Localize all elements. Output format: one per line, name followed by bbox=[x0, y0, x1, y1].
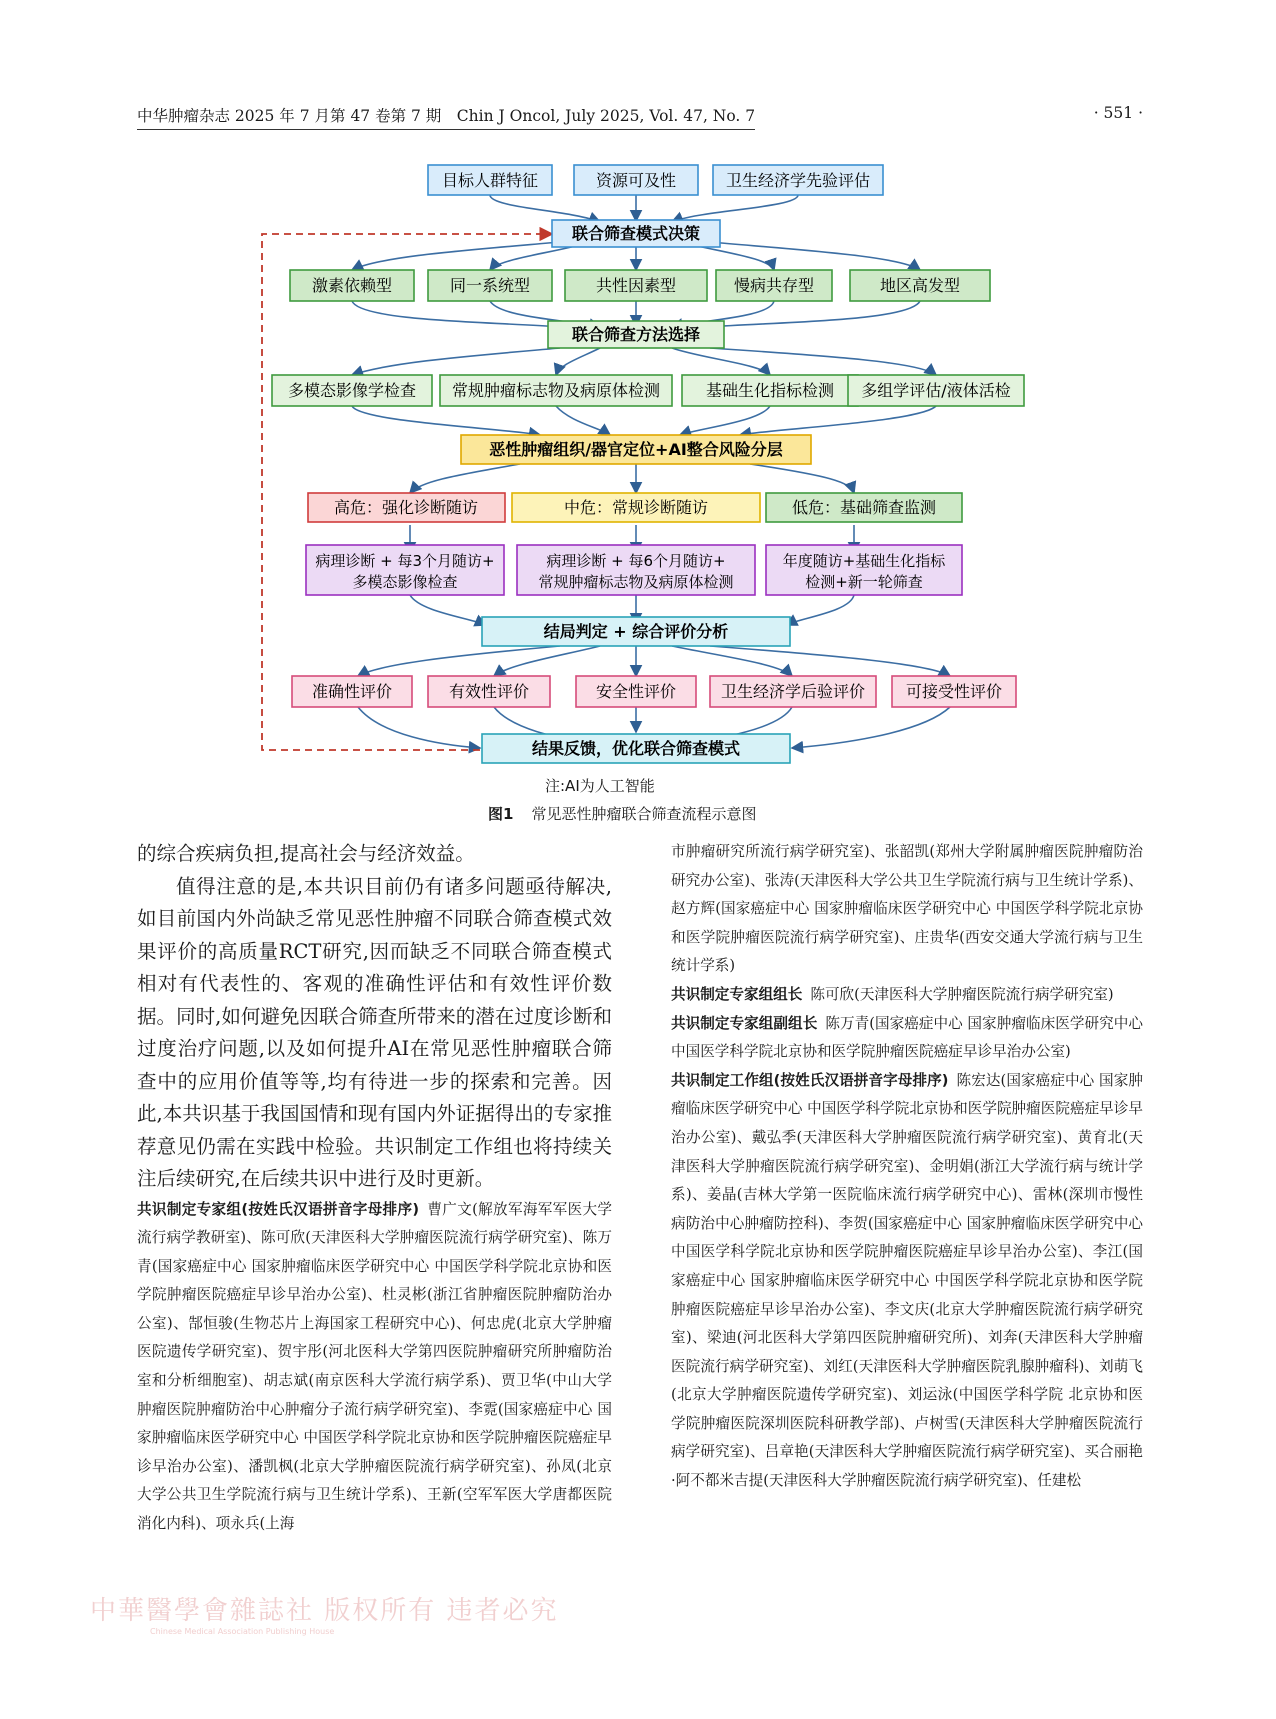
svg-text:地区高发型: 地区高发型 bbox=[879, 276, 961, 295]
feedback-box bbox=[482, 734, 790, 763]
svg-text:恶性肿瘤组织/器官定位+AI整合风险分层: 恶性肿瘤组织/器官定位+AI整合风险分层 bbox=[489, 440, 783, 459]
outcome-box bbox=[482, 617, 790, 646]
medium-risk-box bbox=[512, 493, 760, 522]
svg-text:卫生经济学先验评估: 卫生经济学先验评估 bbox=[725, 171, 871, 190]
svg-text:有效性评价: 有效性评价 bbox=[448, 682, 530, 701]
svg-text:目标人群特征: 目标人群特征 bbox=[441, 171, 539, 190]
low-risk-box bbox=[766, 493, 962, 522]
screening-type-box bbox=[290, 270, 414, 301]
svg-text:安全性评价: 安全性评价 bbox=[595, 682, 677, 701]
expert-list: 曹广文(解放军海军军医大学流行病学教研室)、陈可欣(天津医科大学肿瘤医院流行病学研究室)、陈万青(国家癌症中心 国家肿瘤临床医学研究中心 中国医学科学院北京协和医学院肿瘤医院癌症早诊早治办公室)、杜灵彬(浙江省肿瘤医院肿瘤防治办公室)、郜恒骏(生物芯片上海国家工程研究中心)、何忠虎(北京大学肿瘤医院遗传学研究室)、贺宇彤(河北医科大学第四医院肿瘤研究所肿瘤防治室和分析细胞室)、胡志斌(南京医科大学流行病学系)、贾卫华(中山大学肿瘤医院肿瘤防治中心肿瘤分子流行病学研究室)、李霓(国家癌症中心 国家肿瘤临床医学研究中心 中国医学科学院北京协和医学院肿瘤医院癌症早诊早治办公室)、潘凯枫(北京大学肿瘤医院流行病学研究室)、孙凤(北京大学公共卫生学院流行病与卫生统计学系)、王新(空军军医大学唐都医院消化内科)、项永兵(上海 bbox=[137, 1200, 613, 1533]
evaluation-box bbox=[428, 676, 550, 707]
journal-citation: 中华肿瘤杂志 2025 年 7 月第 47 卷第 7 期 Chin J Oncol, July 2025, Vol. 47, No. 7 bbox=[137, 104, 755, 130]
screening-type-box bbox=[716, 270, 832, 301]
medium-risk-action-box bbox=[517, 545, 755, 595]
screening-type-box bbox=[850, 270, 990, 301]
leader-name: 陈可欣(天津医科大学肿瘤医院流行病学研究室) bbox=[810, 985, 1114, 1003]
screening-type-box bbox=[565, 270, 707, 301]
svg-text:基础生化指标检测: 基础生化指标检测 bbox=[705, 381, 835, 400]
figure-title: 常见恶性肿瘤联合筛查流程示意图 bbox=[531, 805, 757, 823]
low-risk-action-box bbox=[766, 545, 962, 595]
method-box bbox=[440, 375, 672, 406]
high-risk-action-box bbox=[306, 545, 504, 595]
section-label: 共识制定工作组(按姓氏汉语拼音字母排序) bbox=[671, 1071, 949, 1089]
svg-text:年度随访+基础生化指标: 年度随访+基础生化指标 bbox=[782, 552, 946, 570]
svg-text:慢病共存型: 慢病共存型 bbox=[733, 276, 815, 295]
screening-type-box bbox=[428, 270, 552, 301]
publisher-watermark bbox=[90, 1590, 559, 1636]
section-label: 共识制定专家组(按姓氏汉语拼音字母排序) bbox=[137, 1200, 420, 1218]
top-input-box bbox=[428, 165, 552, 195]
page-number: · 551 · bbox=[1093, 104, 1143, 122]
svg-text:可接受性评价: 可接受性评价 bbox=[905, 682, 1003, 701]
svg-text:准确性评价: 准确性评价 bbox=[311, 682, 393, 701]
deputy-name: 陈万青(国家癌症中心 国家肿瘤临床医学研究中心 中国医学科学院北京协和医学院肿瘤医院癌症早诊早治办公室) bbox=[671, 1014, 1143, 1061]
watermark-subtext: Chinese Medical Association Publishing House bbox=[150, 1627, 335, 1636]
method-box bbox=[272, 375, 432, 406]
svg-text:高危：强化诊断随访: 高危：强化诊断随访 bbox=[333, 498, 479, 517]
flowchart-figure bbox=[0, 0, 1276, 800]
paragraph: 的综合疾病负担,提高社会与经济效益。 bbox=[137, 842, 475, 865]
svg-text:低危：基础筛查监测: 低危：基础筛查监测 bbox=[791, 498, 937, 517]
evaluation-box bbox=[892, 676, 1016, 707]
working-group-list: 陈宏达(国家癌症中心 国家肿瘤临床医学研究中心 中国医学科学院北京协和医学院肿瘤医院癌症早诊早治办公室)、戴弘季(天津医科大学肿瘤医院流行病学研究室)、黄育北(天津医科大学肿瘤医院流行病学研究室)、金明娟(浙江大学流行病与统计学系)、姜晶(吉林大学第一医院临床流行病学研究中心)、雷林(深圳市慢性病防治中心肿瘤防控科)、李贺(国家癌症中心 国家肿瘤临床医学研究中心 中国医学科学院北京协和医学院肿瘤医院癌症早诊早治办公室)、李江(国家癌症中心 国家肿瘤临床医学研究中心 中国医学科学院北京协和医学院肿瘤医院癌症早诊早治办公室)、李文庆(北京大学肿瘤医院流行病学研究室)、梁迪(河北医科大学第四医院肿瘤研究所)、刘奔(天津医科大学肿瘤医院流行病学研究室)、刘红(天津医科大学肿瘤医院乳腺肿瘤科)、刘萌飞(北京大学肿瘤医院遗传学研究室)、刘运泳(中国医学科学院 北京协和医学院肿瘤医院深圳医院科研教学部)、卢树雪(天津医科大学肿瘤医院流行病学研究室)、吕章艳(天津医科大学肿瘤医院流行病学研究室)、买合丽艳·阿不都米吉提(天津医科大学肿瘤医院流行病学研究室)、任建松 bbox=[671, 1071, 1143, 1490]
svg-text:卫生经济学后验评价: 卫生经济学后验评价 bbox=[720, 682, 866, 701]
working-group-paragraph bbox=[671, 1067, 1143, 1496]
method-box bbox=[682, 375, 858, 406]
svg-text:联合筛查模式决策: 联合筛查模式决策 bbox=[571, 224, 701, 243]
svg-text:资源可及性: 资源可及性 bbox=[595, 171, 677, 190]
section-label: 共识制定专家组组长 bbox=[671, 985, 803, 1003]
top-input-box bbox=[713, 165, 883, 195]
expert-group-paragraph bbox=[137, 1196, 612, 1539]
section-label: 共识制定专家组副组长 bbox=[671, 1014, 818, 1032]
svg-text:多模态影像学检查: 多模态影像学检查 bbox=[287, 381, 417, 400]
left-column bbox=[137, 838, 612, 1539]
svg-text:中危：常规诊断随访: 中危：常规诊断随访 bbox=[563, 498, 709, 517]
paragraph: 值得注意的是,本共识目前仍有诸多问题亟待解决,如目前国内外尚缺乏常见恶性肿瘤不同联合筛查模式效果评价的高质量RCT研究,因而缺乏不同联合筛查模式相对有代表性的、客观的准确性评估和有效性评价数据。同时,如何避免因联合筛查所带来的潜在过度诊断和过度治疗问题,以及如何提升AI在常见恶性肿瘤联合筛查中的应用价值等等,均有待进一步的探索和完善。因此,本共识基于我国国情和现有国内外证据得出的专家推荐意见仍需在实践中检验。共识制定工作组也将持续关注后续研究,在后续共识中进行及时更新。 bbox=[137, 874, 612, 1190]
risk-stratification-box bbox=[461, 435, 811, 464]
method-selection-box bbox=[548, 321, 724, 348]
evaluation-box bbox=[576, 676, 696, 707]
figure-label: 图1 bbox=[488, 805, 514, 823]
svg-text:结果反馈，优化联合筛查模式: 结果反馈，优化联合筛查模式 bbox=[531, 739, 741, 758]
svg-text:多组学评估/液体活检: 多组学评估/液体活检 bbox=[861, 381, 1011, 400]
svg-text:激素依赖型: 激素依赖型 bbox=[311, 276, 393, 295]
group-leader-paragraph bbox=[671, 981, 1143, 1010]
watermark-text: 中華醫學會雜誌社 版权所有 违者必究 bbox=[90, 1596, 559, 1626]
svg-text:检测+新一轮筛查: 检测+新一轮筛查 bbox=[805, 573, 923, 591]
svg-text:病理诊断 + 每6个月随访+: 病理诊断 + 每6个月随访+ bbox=[546, 552, 726, 570]
figure-note-text: 注:AI为人工智能 bbox=[545, 777, 655, 795]
svg-text:共性因素型: 共性因素型 bbox=[595, 276, 677, 295]
svg-text:结局判定 + 综合评价分析: 结局判定 + 综合评价分析 bbox=[543, 622, 729, 641]
svg-text:多模态影像检查: 多模态影像检查 bbox=[352, 573, 458, 591]
right-column bbox=[671, 838, 1143, 1496]
deputy-leader-paragraph bbox=[671, 1010, 1143, 1067]
svg-text:常规肿瘤标志物及病原体检测: 常规肿瘤标志物及病原体检测 bbox=[451, 381, 661, 400]
figure-caption bbox=[488, 803, 756, 824]
svg-text:常规肿瘤标志物及病原体检测: 常规肿瘤标志物及病原体检测 bbox=[538, 573, 734, 591]
decision-box bbox=[552, 220, 720, 247]
svg-text:病理诊断 + 每3个月随访+: 病理诊断 + 每3个月随访+ bbox=[315, 552, 495, 570]
evaluation-box bbox=[710, 676, 876, 707]
svg-text:同一系统型: 同一系统型 bbox=[449, 276, 531, 295]
high-risk-box bbox=[308, 493, 505, 522]
evaluation-box bbox=[292, 676, 412, 707]
expert-list-continued: 市肿瘤研究所流行病学研究室)、张韶凯(郑州大学附属肿瘤医院肿瘤防治研究办公室)、张涛(天津医科大学公共卫生学院流行病与卫生统计学系)、赵方辉(国家癌症中心 国家肿瘤临床医学研究中心 中国医学科学院北京协和医学院肿瘤医院流行病学研究室)、庄贵华(西安交通大学流行病与卫生统计学系) bbox=[671, 843, 1143, 975]
svg-text:联合筛查方法选择: 联合筛查方法选择 bbox=[571, 325, 701, 344]
method-box bbox=[848, 375, 1024, 406]
top-input-box bbox=[574, 165, 698, 195]
